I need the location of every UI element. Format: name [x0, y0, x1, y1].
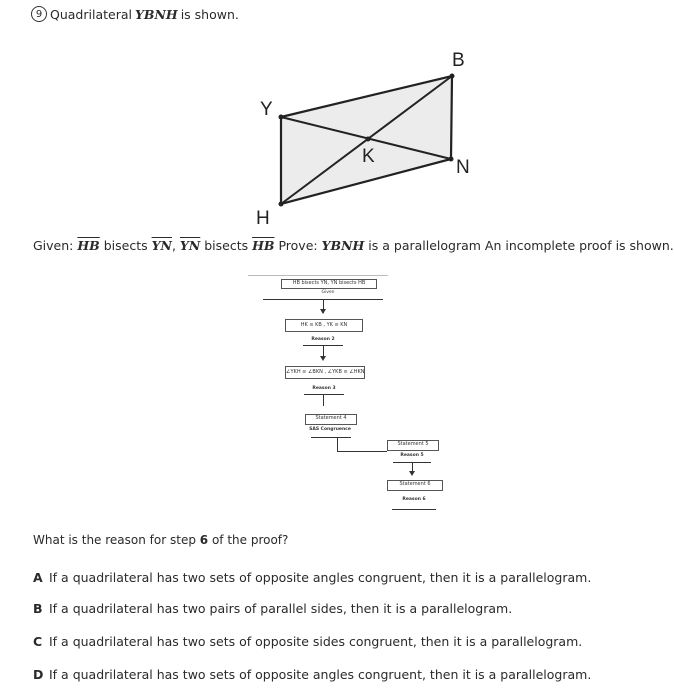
prove-shape-name: YBNH	[321, 238, 365, 253]
flow-reason-2: Reason 2	[311, 337, 335, 342]
label-b: B	[452, 50, 465, 71]
answer-choice-d[interactable]	[33, 667, 591, 682]
label-k: K	[362, 146, 375, 167]
top-rule	[248, 275, 388, 276]
flow-reason-4: SAS Congruence	[309, 427, 351, 432]
choice-text: If a quadrilateral has two pairs of parallel sides, then it is a parallelogram.	[49, 601, 513, 616]
choice-letter: A	[33, 570, 43, 585]
choice-text: If a quadrilateral has two sets of opposite sides congruent, then it is a parallelogram.	[49, 634, 583, 649]
label-h: H	[256, 208, 270, 229]
flow-connector-3	[323, 394, 324, 406]
flow-top-statement: HB bisects YN, YN bisects HB	[281, 279, 377, 289]
choice-text: If a quadrilateral has two sets of opposite angles congruent, then it is a parallelogram.	[49, 667, 592, 682]
label-y: Y	[260, 99, 273, 120]
question-step-number: 6	[199, 533, 209, 547]
flow-arrow-1	[320, 309, 326, 314]
choice-letter: B	[33, 601, 43, 616]
prove-label: Prove:	[274, 238, 322, 253]
flow-statement-6: Statement 6	[387, 480, 443, 491]
question-suffix: of the proof?	[208, 533, 289, 547]
given-label: Given:	[33, 238, 78, 253]
header-shape-name: YBNH	[134, 6, 178, 22]
answer-choice-a[interactable]	[33, 570, 591, 585]
flow-statement-3: ∠YKH ≅ ∠BKN , ∠YKB ≅ ∠HKN	[285, 366, 365, 379]
flow-statement-2: HK ≅ KB , YK ≅ KN	[285, 319, 363, 332]
answer-choice-b[interactable]	[33, 601, 512, 616]
choice-letter: D	[33, 667, 44, 682]
flow-top-reason: Given	[321, 290, 335, 295]
choice-text: If a quadrilateral has two sets of opposite angles congruent, then it is a parallelogram.	[49, 570, 592, 585]
flow-connector-4-horizontal	[337, 451, 387, 452]
question-prefix: What is the reason for step	[33, 533, 200, 547]
flow-reason-3: Reason 3	[312, 386, 336, 391]
flow-divider-6	[392, 509, 436, 510]
bisects-text-2: bisects	[200, 238, 253, 253]
label-n: N	[456, 157, 470, 178]
flow-divider-4	[311, 437, 351, 438]
flow-reason-6: Reason 6	[402, 497, 426, 502]
bisects-text-1: bisects	[99, 238, 152, 253]
segment-yn-2: $\overline{YN}$	[179, 238, 201, 253]
segment-hb: $\overline{HB}$	[77, 238, 100, 253]
answer-choice-c[interactable]	[33, 634, 582, 649]
header-suffix: is shown.	[180, 6, 239, 22]
segment-yn: $\overline{YN}$	[151, 238, 172, 253]
flow-arrow-5	[409, 471, 415, 476]
flow-statement-4: Statement 4	[305, 414, 357, 425]
comma-text: ,	[171, 238, 180, 253]
flow-divider-3	[304, 394, 344, 395]
flow-reason-5: Reason 5	[400, 453, 424, 458]
flow-arrow-2	[320, 356, 326, 361]
flow-statement-5: Statement 5	[387, 440, 439, 451]
question-text	[33, 533, 288, 547]
flow-connector-4	[337, 437, 338, 451]
question-number-badge: 9	[31, 6, 47, 22]
prove-rest: is a parallelogram An incomplete proof is shown.	[364, 238, 674, 253]
header-prefix: Quadrilateral	[50, 6, 132, 22]
segment-hb-2: $\overline{HB}$	[252, 238, 275, 253]
choice-letter: C	[33, 634, 43, 649]
